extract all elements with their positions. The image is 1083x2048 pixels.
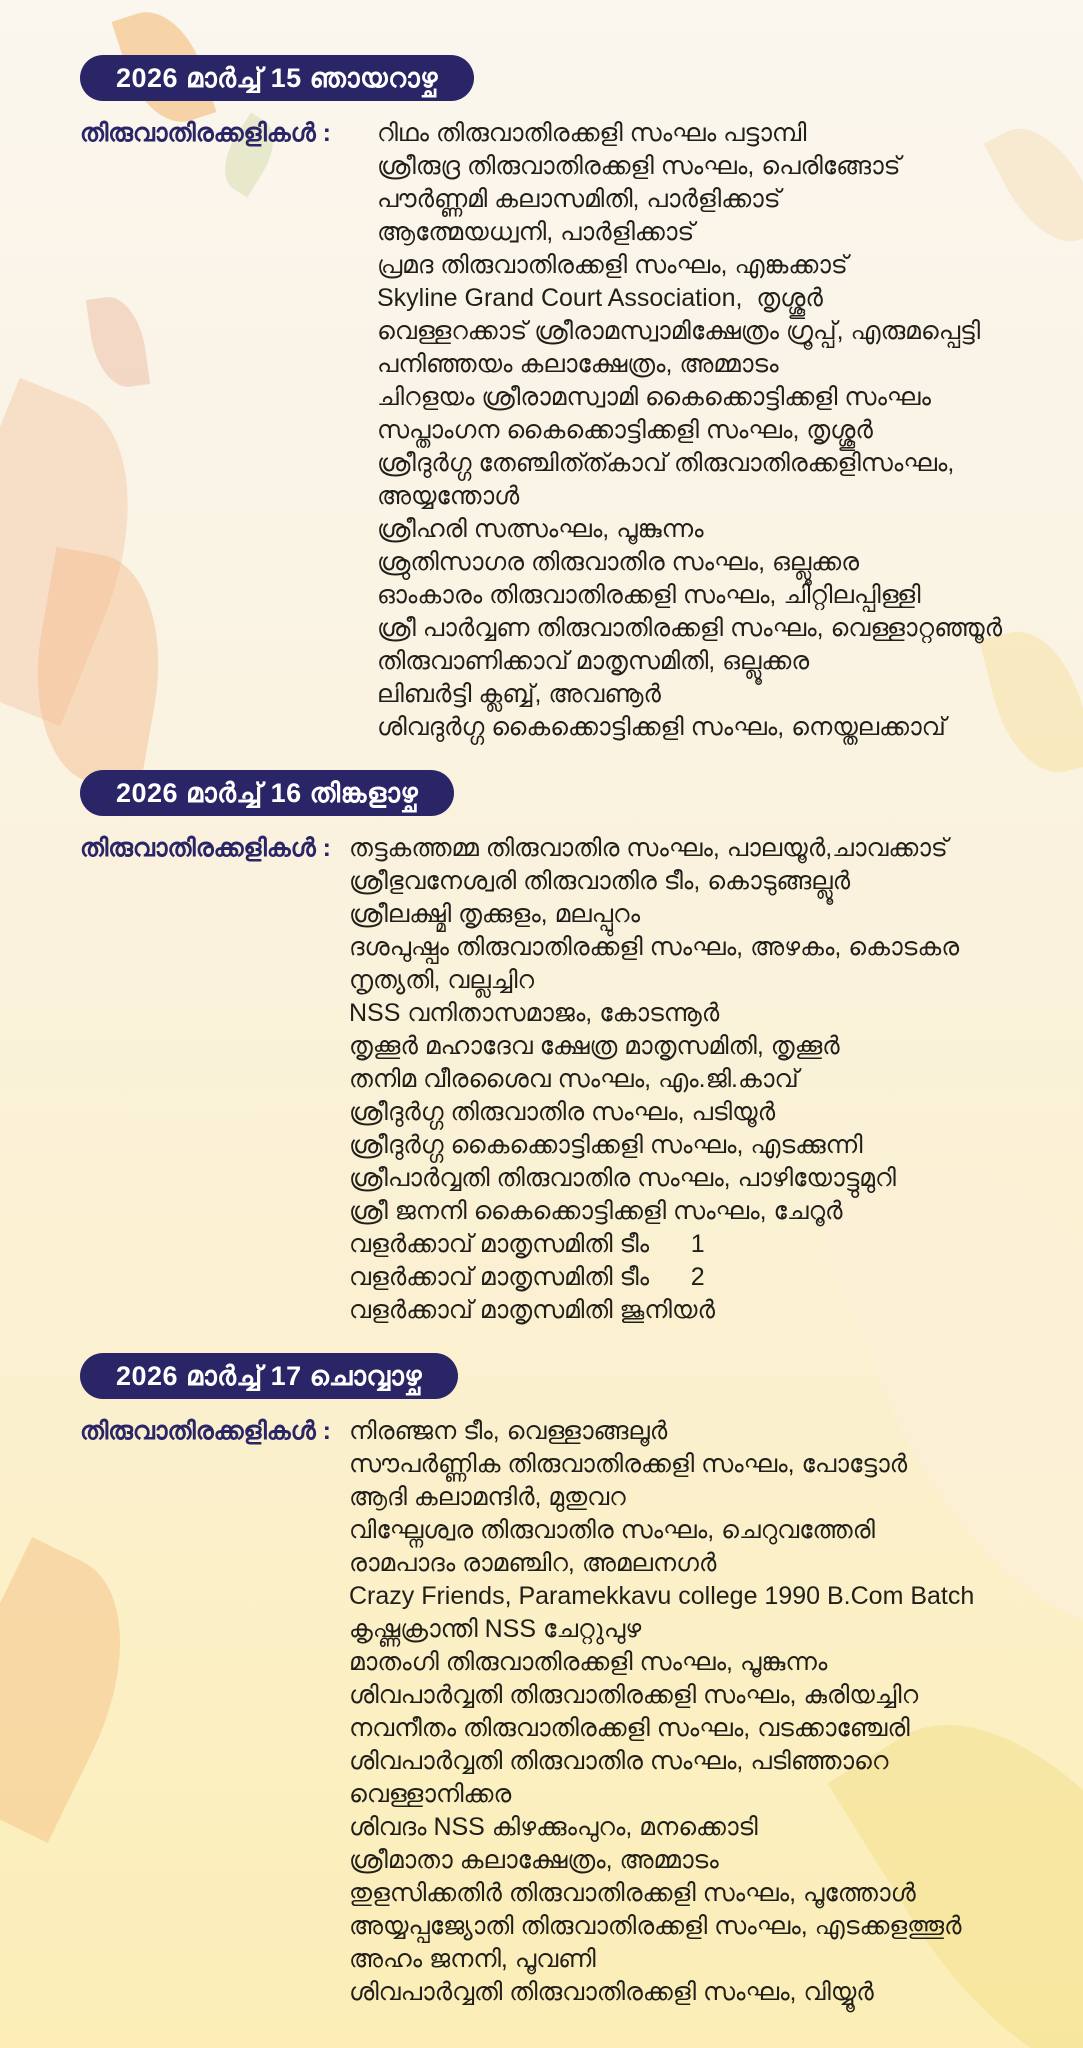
- group-list: [349, 1415, 1047, 2009]
- date-header-badge: 2026 മാർച്ച് 15 ഞായറാഴ്ച: [80, 55, 474, 101]
- list-item: ശ്രീലക്ഷ്മി തൃക്കുളം, മലപ്പുറം: [348, 900, 641, 928]
- section-body: [80, 1415, 1047, 2009]
- list-item: ഓംകാരം തിരുവാതിരക്കളി സംഘം, ചിറ്റിലപ്പിള്ളി: [376, 581, 921, 609]
- list-item: ദശപുഷ്പം തിരുവാതിരക്കളി സംഘം, അഴകം, കൊടകര: [348, 933, 960, 961]
- list-item: ചിറളയം ശ്രീരാമസ്വാമി കൈക്കൊട്ടിക്കളി സംഘം: [376, 383, 931, 411]
- section-march-16: [80, 770, 1047, 1327]
- list-item: തൃക്കൂർ മഹാദേവ ക്ഷേത്ര മാതൃസമിതി, തൃക്കൂർ: [348, 1032, 840, 1060]
- list-item: പ്രമദ തിരുവാതിരക്കളി സംഘം, എങ്കക്കാട്: [376, 251, 848, 279]
- list-item: ശിവപാർവ്വതി തിരുവാതിരക്കളി സംഘം, കുരിയച്ചിറ: [348, 1681, 919, 1709]
- list-item: റിഥം തിരുവാതിരക്കളി സംഘം പട്ടാമ്പി: [376, 119, 807, 147]
- list-item: ശ്രീഹരി സത്സംഘം, പൂങ്കുന്നം: [376, 515, 704, 543]
- section-march-15: [80, 55, 1047, 744]
- list-item: വെള്ളറക്കാട് ശ്രീരാമസ്വാമിക്ഷേത്രം ഗ്രൂപ്പ്, എരുമപ്പെട്ടി: [376, 317, 981, 345]
- list-item: തനിമ വീരശൈവ സംഘം, എം.ജി.കാവ്: [348, 1065, 799, 1093]
- list-item: Crazy Friends, Paramekkavu college 1990 B.Com Batch: [348, 1582, 975, 1610]
- list-item: അയ്യപ്പജ്യോതി തിരുവാതിരക്കളി സംഘം, എടക്കളത്തൂർ: [348, 1912, 962, 1940]
- list-item: ശ്രീ ജനനി കൈക്കൊട്ടിക്കളി സംഘം, ചേറൂർ: [348, 1197, 843, 1225]
- list-item: ശ്രീഭുവനേശ്വരി തിരുവാതിര ടീം, കൊടുങ്ങല്ലൂർ: [348, 867, 851, 895]
- list-item: ലിബർട്ടി ക്ലബ്ബ്, അവണൂർ: [376, 680, 661, 708]
- section-label: തിരുവാതിരക്കളികൾ :: [80, 834, 331, 862]
- list-item: ശ്രീരുദ്ര തിരുവാതിരക്കളി സംഘം, പെരിങ്ങോട്: [376, 152, 901, 180]
- list-item: തട്ടകത്തമ്മ തിരുവാതിര സംഘം, പാലയൂർ,ചാവക്കാട്: [348, 834, 948, 862]
- list-item: ശിവപാർവ്വതി തിരുവാതിര സംഘം, പടിഞ്ഞാറെ വെള്ളാനിക്കര: [348, 1747, 896, 1808]
- list-item: Skyline Grand Court Association, തൃശ്ശൂർ: [376, 284, 823, 312]
- section-label: തിരുവാതിരക്കളികൾ :: [80, 119, 331, 147]
- list-item: ശ്രീപാർവ്വതി തിരുവാതിര സംഘം, പാഴിയോട്ടുമുറി: [348, 1164, 896, 1192]
- list-item: ശ്രീമാതാ കലാക്ഷേത്രം, അമ്മാടം: [348, 1846, 719, 1874]
- date-header-badge: 2026 മാർച്ച് 16 തിങ്കളാഴ്ച: [80, 770, 454, 816]
- list-item: ശ്രീ പാർവ്വണ തിരുവാതിരക്കളി സംഘം, വെള്ളാറ്റഞ്ഞൂർ: [376, 614, 1003, 642]
- list-item: സപ്താംഗന കൈക്കൊട്ടിക്കളി സംഘം, തൃശ്ശൂർ: [376, 416, 873, 444]
- list-item: ശ്രീദുർഗ്ഗ തിരുവാതിര സംഘം, പടിയൂർ: [348, 1098, 776, 1126]
- list-item: അഹം ജനനി, പൂവണി: [348, 1945, 596, 1973]
- section-body: [80, 832, 1047, 1327]
- list-item: ശ്രുതിസാഗര തിരുവാതിര സംഘം, ഒല്ലൂക്കര: [376, 548, 859, 576]
- list-item: പനിഞ്ഞയം കലാക്ഷേത്രം, അമ്മാടം: [376, 350, 779, 378]
- list-item: നൃത്യതി, വല്ലച്ചിറ: [348, 966, 535, 994]
- list-item: ശിവദം NSS കിഴക്കുംപുറം, മനക്കൊടി: [348, 1813, 758, 1841]
- list-item: വിഘ്നേശ്വര തിരുവാതിര സംഘം, ചെറുവത്തേരി: [348, 1516, 875, 1544]
- list-item: ആത്മേയധ്വനി, പാർളിക്കാട്: [376, 218, 695, 246]
- group-list: [349, 832, 1047, 1327]
- section-label: തിരുവാതിരക്കളികൾ :: [80, 1417, 331, 1445]
- list-item: വളർക്കാവ് മാതൃസമിതി ടീം 2: [348, 1263, 705, 1291]
- list-item: രാമപാദം രാമഞ്ചിറ, അമലനഗർ: [348, 1549, 717, 1577]
- list-item: നിരഞ്ജന ടീം, വെള്ളാങ്ങലൂർ: [348, 1417, 668, 1445]
- section-body: [80, 117, 1047, 744]
- date-header-badge: 2026 മാർച്ച് 17 ചൊവ്വാഴ്ച: [80, 1353, 458, 1399]
- list-item: NSS വനിതാസമാജം, കോടന്നൂർ: [348, 999, 720, 1027]
- list-item: തുളസിക്കതിർ തിരുവാതിരക്കളി സംഘം, പൂത്തോൾ: [348, 1879, 916, 1907]
- list-item: ശിവദുർഗ്ഗ കൈക്കൊട്ടിക്കളി സംഘം, നെയ്തലക്കാവ്: [376, 713, 946, 741]
- list-item: തിരുവാണിക്കാവ് മാതൃസമിതി, ഒല്ലൂക്കര: [376, 647, 810, 675]
- list-item: വളർക്കാവ് മാതൃസമിതി ജൂനിയർ: [348, 1296, 715, 1324]
- list-item: സൗപർണ്ണിക തിരുവാതിരക്കളി സംഘം, പോട്ടോർ: [348, 1450, 908, 1478]
- list-item: ശിവപാർവ്വതി തിരുവാതിരക്കളി സംഘം, വിയ്യൂർ: [348, 1978, 874, 2006]
- list-item: കൃഷ്ണക്രാന്തി NSS ചേറ്റുപുഴ: [348, 1615, 642, 1643]
- list-item: ആദി കലാമന്ദിർ, മുതുവറ: [348, 1483, 626, 1511]
- group-list: [349, 117, 1047, 744]
- list-item: മാതംഗി തിരുവാതിരക്കളി സംഘം, പൂങ്കുന്നം: [348, 1648, 828, 1676]
- list-item: നവനീതം തിരുവാതിരക്കളി സംഘം, വടക്കാഞ്ചേരി: [348, 1714, 910, 1742]
- list-item: ശ്രീദുർഗ്ഗ കൈക്കൊട്ടിക്കളി സംഘം, എടക്കുന്നി: [348, 1131, 863, 1159]
- list-item: ശ്രീദുർഗ്ഗ തേഞ്ചിത്ത്കാവ് തിരുവാതിരക്കളിസംഘം, അയ്യന്തോൾ: [376, 449, 962, 510]
- section-march-17: [80, 1353, 1047, 2009]
- list-item: വളർക്കാവ് മാതൃസമിതി ടീം 1: [348, 1230, 705, 1258]
- list-item: പൗർണ്ണമി കലാസമിതി, പാർളിക്കാട്: [376, 185, 781, 213]
